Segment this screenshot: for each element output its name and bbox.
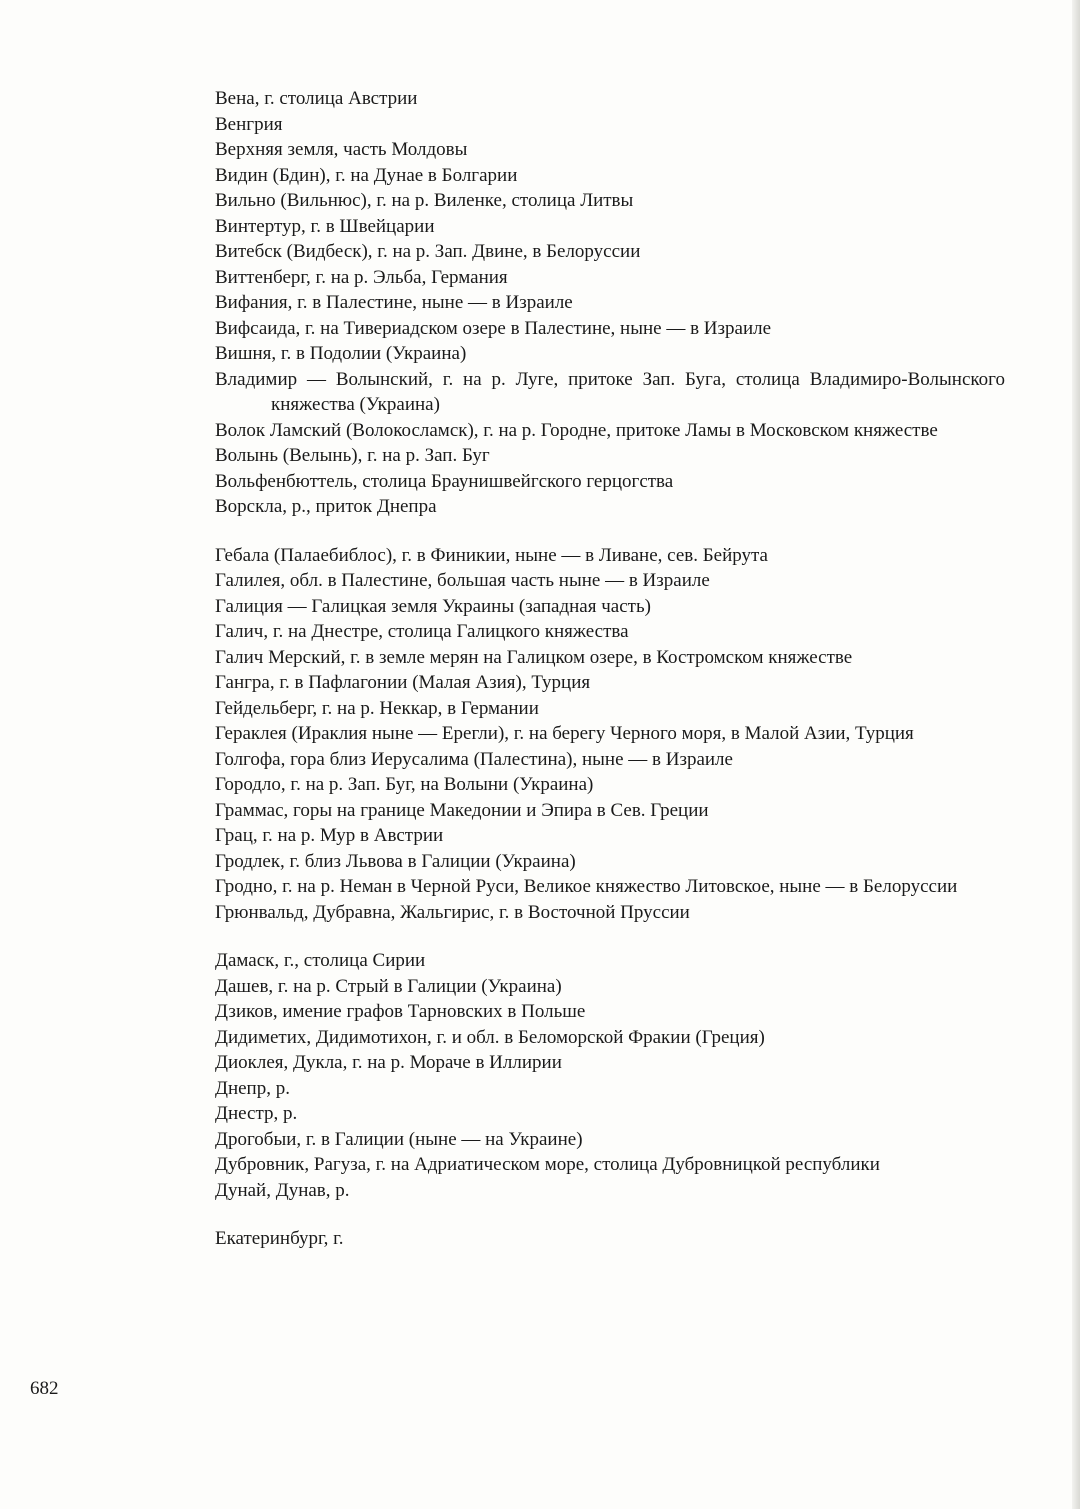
index-entry: Венгрия <box>215 113 283 135</box>
index-entry: Виттенберг, г. на р. Эльба, Германия <box>215 266 508 288</box>
index-entry: Галиция — Галицкая земля Украины (западная часть) <box>215 595 651 617</box>
index-entry: Вена, г. столица Австрии <box>215 88 418 109</box>
index-entry: Ворскла, р., приток Днепра <box>215 496 437 517</box>
index-entry: Владимир — Волынский, г. на р. Луге, притоке Зап. Буга, столица Владимиро-Волынского княжества (Украина) <box>215 368 1005 415</box>
index-entry: Галич, г. на Днестре, столица Галицкого княжества <box>215 621 629 642</box>
index-entry: Граммас, горы на границе Македонии и Эпира в Сев. Греции <box>215 799 709 821</box>
index-entry: Гродлек, г. близ Львова в Галиции (Украина) <box>215 850 576 872</box>
index-entry: Гангра, г. в Пафлагонии (Малая Азия), Турция <box>215 672 591 693</box>
index-entry: Дрогобыи, г. в Галиции (ныне — на Украине) <box>215 1128 583 1150</box>
index-entry: Екатеринбург, г. <box>215 1228 344 1249</box>
page-edge-shadow <box>1072 0 1080 1509</box>
index-entry: Винтертур, г. в Швейцарии <box>215 215 435 237</box>
index-entry: Дунай, Дунав, р. <box>215 1179 350 1201</box>
index-entry: Дидиметих, Дидимотихон, г. и обл. в Беломорской Фракии (Греция) <box>215 1026 765 1048</box>
index-entry: Дзиков, имение графов Тарновских в Польше <box>215 1001 586 1022</box>
index-entry: Диоклея, Дукла, г. на р. Мораче в Иллирии <box>215 1052 562 1073</box>
index-entry: Гераклея (Ираклия ныне — Ерегли), г. на берегу Черного моря, в Малой Азии, Турция <box>215 723 914 744</box>
index-entry: Вифания, г. в Палестине, ныне — в Израиле <box>215 292 573 313</box>
index-group-d <box>215 948 1005 1203</box>
index-entry: Волынь (Велынь), г. на р. Зап. Буг <box>215 445 490 466</box>
index-group-v <box>215 86 1005 520</box>
index-entry: Видин (Бдин), г. на Дунае в Болгарии <box>215 164 518 186</box>
index-group-g <box>215 543 1005 926</box>
index-entry: Волок Ламский (Волокосламск), г. на р. Городне, притоке Ламы в Московском княжестве <box>215 419 938 441</box>
geographic-index <box>215 86 1005 1275</box>
index-group-e <box>215 1226 1005 1252</box>
index-entry: Галич Мерский, г. в земле мерян на Галицком озере, в Костромском княжестве <box>215 646 853 668</box>
page-number: 682 <box>30 1378 59 1399</box>
index-entry: Галилея, обл. в Палестине, большая часть ныне — в Израиле <box>215 570 710 591</box>
index-entry: Вифсаида, г. на Тивериадском озере в Палестине, ныне — в Израиле <box>215 317 772 339</box>
index-entry: Вильно (Вильнюс), г. на р. Виленке, столица Литвы <box>215 190 634 211</box>
index-entry: Голгофа, гора близ Иерусалима (Палестина), ныне — в Израиле <box>215 748 733 770</box>
index-entry: Вольфенбюттель, столица Браунишвейгского герцогства <box>215 470 674 492</box>
index-entry: Грац, г. на р. Мур в Австрии <box>215 825 444 846</box>
index-entry: Верхняя земля, часть Молдовы <box>215 139 468 160</box>
index-entry: Грюнвальд, Дубравна, Жальгирис, г. в Восточной Пруссии <box>215 901 690 923</box>
index-entry: Гродно, г. на р. Неман в Черной Руси, Великое княжество Литовское, ныне — в Белоруссии <box>215 876 958 897</box>
index-entry: Днепр, р. <box>215 1077 290 1099</box>
index-entry: Городло, г. на р. Зап. Буг, на Волыни (Украина) <box>215 774 594 795</box>
index-entry: Гебала (Палаебиблос), г. в Финикии, ныне — в Ливане, сев. Бейрута <box>215 544 768 566</box>
index-entry: Витебск (Видбеск), г. на р. Зап. Двине, в Белоруссии <box>215 241 641 262</box>
index-entry: Дашев, г. на р. Стрый в Галиции (Украина) <box>215 975 562 997</box>
index-entry: Гейдельберг, г. на р. Неккар, в Германии <box>215 697 539 719</box>
index-entry: Днестр, р. <box>215 1103 298 1124</box>
index-entry: Дамаск, г., столица Сирии <box>215 950 426 971</box>
index-entry: Вишня, г. в Подолии (Украина) <box>215 343 467 364</box>
index-entry: Дубровник, Рагуза, г. на Адриатическом море, столица Дубровницкой республики <box>215 1154 880 1175</box>
